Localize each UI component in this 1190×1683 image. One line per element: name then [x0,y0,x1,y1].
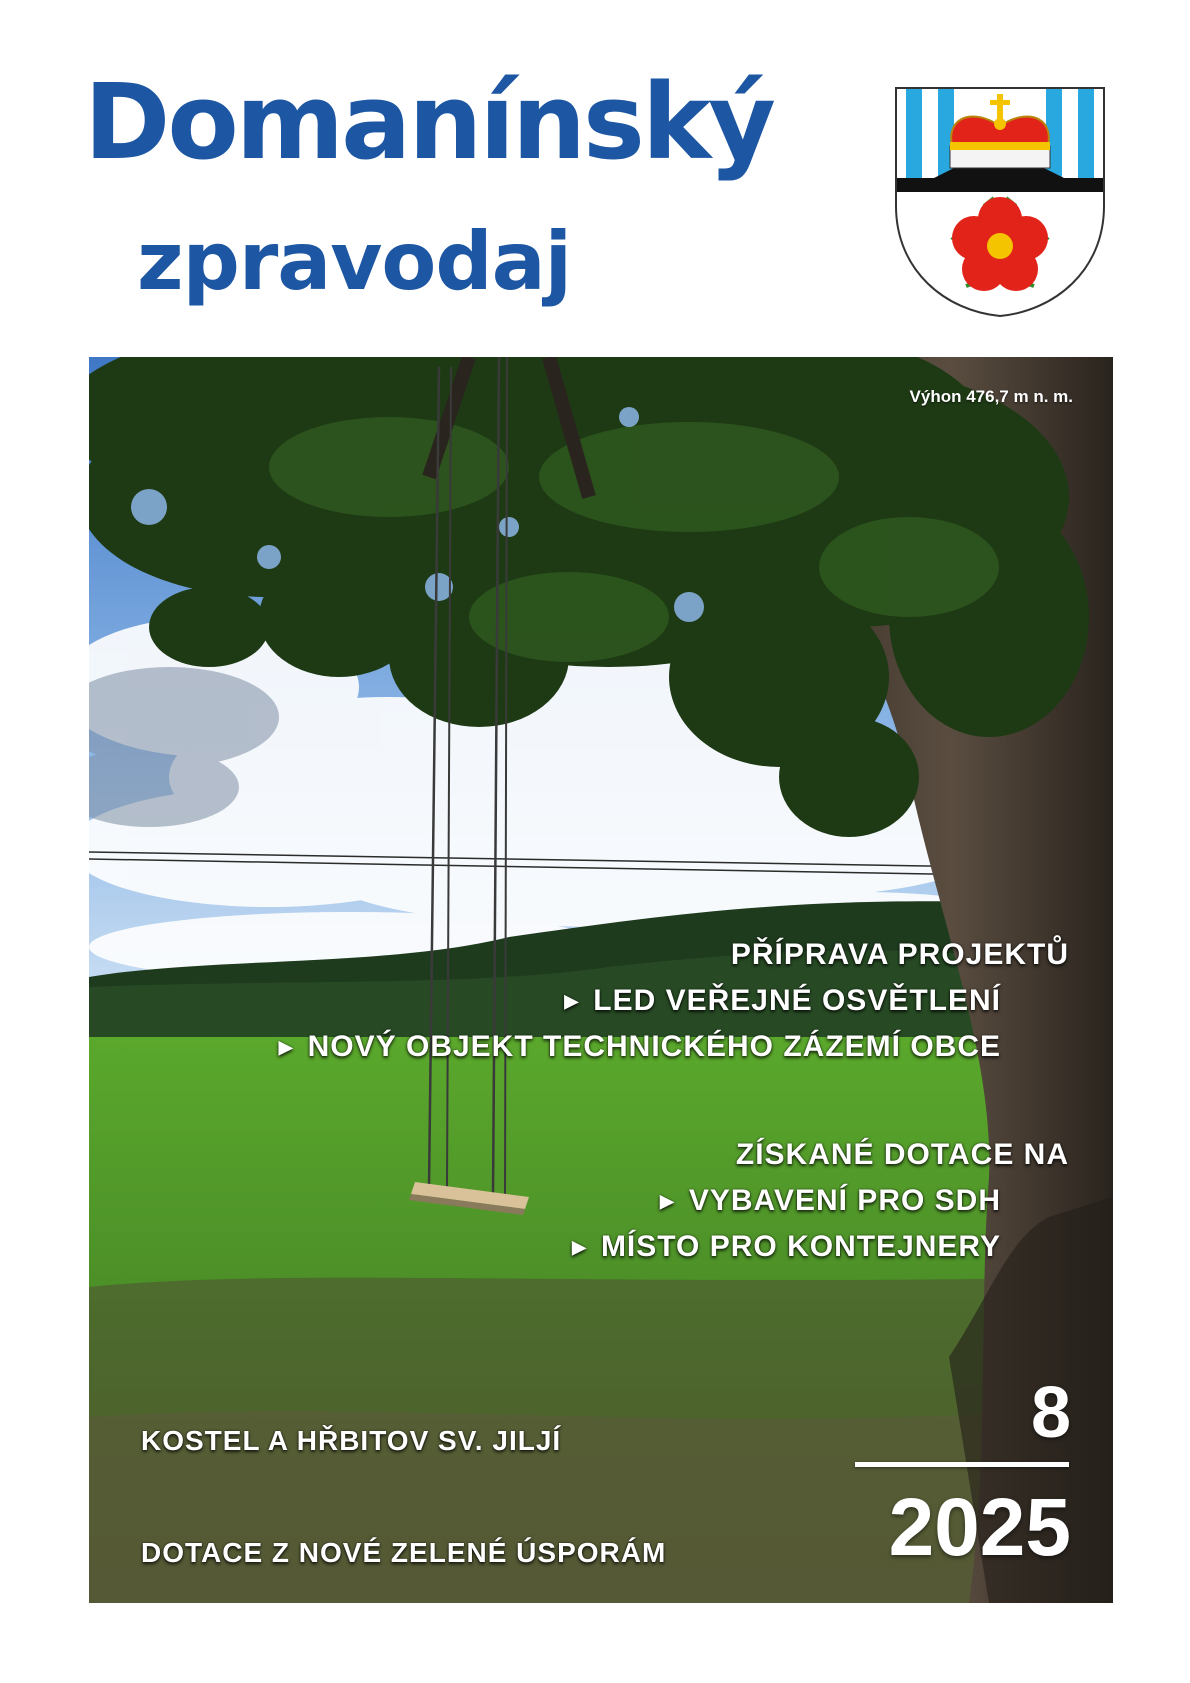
story-church: KOSTEL A HŘBITOV SV. JILJÍ [141,1425,562,1456]
cover-photo [89,357,1113,1603]
section-grants-heading: ZÍSKANÉ DOTACE NA [735,1138,1069,1171]
section-projects [279,932,1069,1070]
coat-of-arms-icon [894,86,1106,318]
section-grants [572,1132,1069,1270]
triangle-bullet-icon: ▶ [659,1191,675,1211]
section-projects-item: ▶ LED VEŘEJNÉ OSVĚTLENÍ [279,978,1001,1024]
triangle-bullet-icon: ▶ [564,991,580,1011]
issue-divider [855,1462,1069,1467]
triangle-bullet-icon: ▶ [572,1237,587,1257]
story-grants-green: DOTACE Z NOVÉ ZELENÉ ÚSPORÁM [141,1537,667,1568]
altitude-label: Výhon 476,7 m n. m. [909,387,1073,406]
masthead-title: Domanínský [84,61,773,183]
triangle-bullet-icon: ▶ [278,1037,294,1057]
section-grants-item: ▶ MÍSTO PRO KONTEJNERY [572,1224,1001,1270]
section-grants-item: ▶ VYBAVENÍ PRO SDH [572,1178,1001,1224]
section-projects-heading: PŘÍPRAVA PROJEKTŮ [730,938,1069,971]
masthead-subtitle: zpravodaj [137,215,572,308]
section-projects-item: ▶ NOVÝ OBJEKT TECHNICKÉHO ZÁZEMÍ OBCE [279,1024,1001,1070]
issue-year: 2025 [888,1482,1071,1573]
issue-number: 8 [1030,1373,1071,1453]
